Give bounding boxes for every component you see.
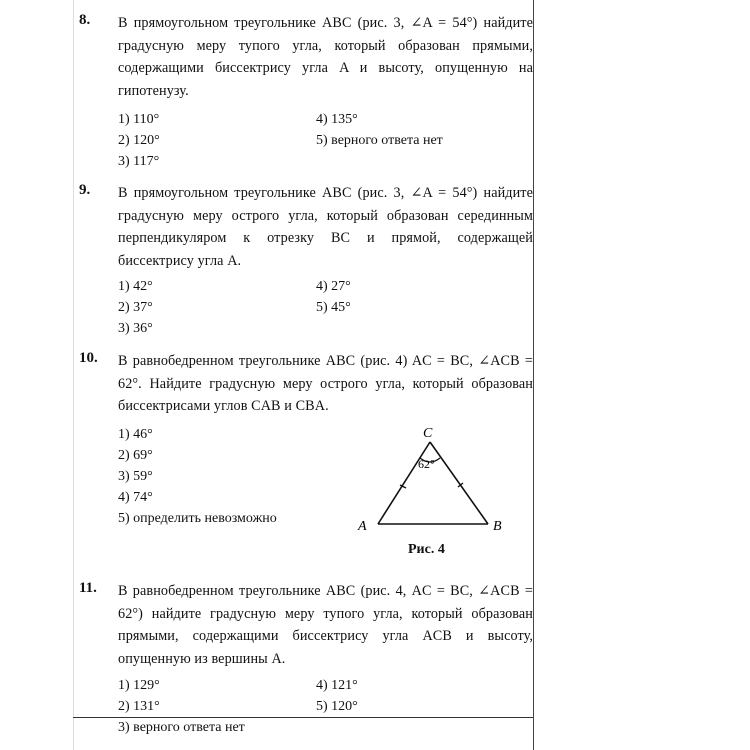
answer-option: 1) 46° — [118, 427, 153, 442]
problem-text: В прямоугольном треугольнике ABC (рис. 3, ∠A = 54°) найдите градусную меру тупого угла, который образован прямыми, содержащими биссектрису угла A и высоту, опущенную на гипотенузу. — [118, 15, 533, 99]
answer-option: 4) 27° — [316, 279, 351, 294]
vertex-a-label: A — [358, 519, 367, 534]
answer-option: 2) 120° — [118, 133, 160, 148]
triangle-figure — [350, 420, 530, 560]
angle-label: 62° — [418, 457, 435, 471]
problem-text: В равнобедренном треугольнике ABC (рис. 4, AC = BC, ∠ACB = 62°) найдите градусную меру тупого угла, который образован прямыми, содержащими биссектрису угла ACB и высоту, опущенную из вершины A. — [118, 583, 533, 667]
answer-option: 5) 45° — [316, 300, 351, 315]
answer-option: 2) 37° — [118, 300, 153, 315]
side-ac — [378, 442, 430, 524]
answer-option: 4) 74° — [118, 490, 153, 505]
answer-option: 5) верного ответа нет — [316, 133, 443, 148]
answer-option: 3) 36° — [118, 321, 153, 336]
answer-option: 5) определить невозможно — [118, 511, 277, 526]
page-left-edge — [73, 0, 74, 750]
vertex-c-label: C — [423, 426, 433, 441]
answer-option: 1) 42° — [118, 279, 153, 294]
answer-option: 5) 120° — [316, 699, 358, 714]
answer-option: 3) 117° — [118, 154, 160, 169]
page-right-edge — [533, 0, 534, 750]
answer-option: 4) 121° — [316, 678, 358, 693]
vertex-b-label: B — [493, 519, 502, 534]
problem-text: В равнобедренном треугольнике ABC (рис. 4) AC = BC, ∠ACB = 62°. Найдите градусную меру острого угла, который образован биссектрисами углов CAB и CBA. — [118, 353, 533, 414]
problem-number: 10. — [79, 350, 98, 366]
answer-option: 1) 110° — [118, 112, 160, 127]
answer-option: 3) 59° — [118, 469, 153, 484]
problem-number: 8. — [79, 12, 91, 28]
answer-option: 4) 135° — [316, 112, 358, 127]
answer-option: 2) 131° — [118, 699, 160, 714]
answer-option: 3) верного ответа нет — [118, 720, 245, 735]
problem-number: 11. — [79, 580, 97, 596]
problem-text: В прямоугольном треугольнике ABC (рис. 3, ∠A = 54°) найдите градусную меру острого угла, который образован серединным перпендикуляром к отрезку BC и прямой, содержащей биссектрису угла A. — [118, 185, 533, 269]
problem-number: 9. — [79, 182, 91, 198]
side-bc — [430, 442, 488, 524]
answer-option: 1) 129° — [118, 678, 160, 693]
answer-option: 2) 69° — [118, 448, 153, 463]
figure-caption: Рис. 4 — [408, 542, 445, 557]
